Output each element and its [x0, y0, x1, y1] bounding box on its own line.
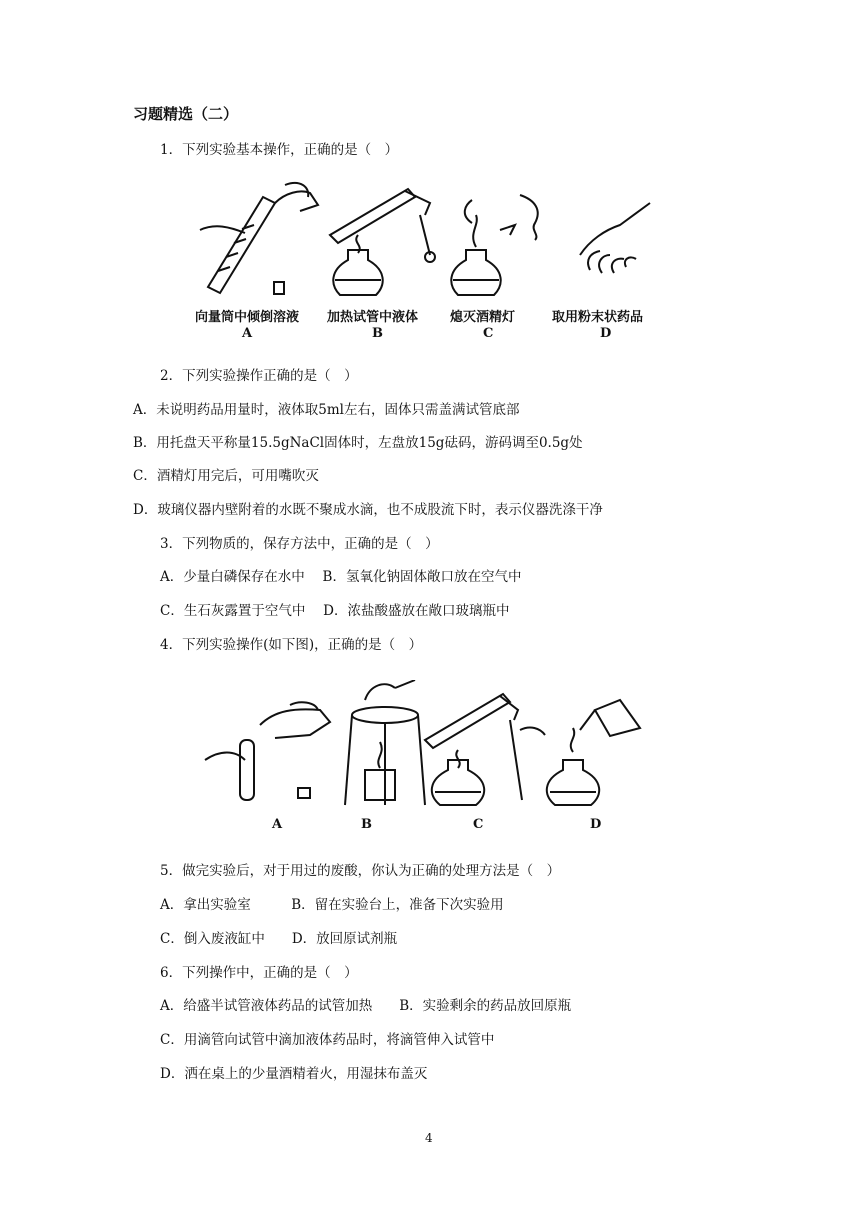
q1-letter-b: B — [372, 326, 383, 341]
q1-c-illustration — [451, 195, 537, 295]
q2-option-c: C．酒精灯用完后，可用嘴吹灭 — [133, 468, 319, 484]
q1-letter-c: C — [483, 326, 494, 341]
question-5: 5．做完实验后，对于用过的废酸，你认为正确的处理方法是（ ） — [160, 863, 561, 879]
q1-letter-a: A — [242, 326, 253, 341]
q1-caption-a: 向量筒中倾倒溶液 — [195, 310, 300, 325]
q4-d-illustration — [547, 700, 640, 805]
question-4: 4．下列实验操作(如下图)，正确的是（ ） — [160, 637, 423, 653]
q4-figure — [200, 680, 660, 840]
q4-letter-c: C — [473, 817, 484, 832]
q4-a-illustration — [205, 702, 330, 800]
q4-letter-d: D — [590, 817, 602, 832]
q2-option-a: A．未说明药品用量时，液体取5ml左右，固体只需盖满试管底部 — [133, 402, 520, 418]
q6-options-line-1: A．给盛半试管液体药品的试管加热 B．实验剩余的药品放回原瓶 — [160, 998, 572, 1014]
q6-options-line-3: D．洒在桌上的少量酒精着火，用湿抹布盖灭 — [160, 1066, 428, 1082]
q1-caption-c: 熄灭酒精灯 — [450, 310, 516, 325]
question-2: 2．下列实验操作正确的是（ ） — [160, 368, 358, 384]
q1-a-illustration — [200, 183, 318, 294]
q3-options-line-1: A．少量白磷保存在水中 B．氢氧化钠固体敞口放在空气中 — [160, 569, 522, 585]
q1-d-illustration — [580, 203, 650, 273]
q5-options-line-2: C．倒入废液缸中 D．放回原试剂瓶 — [160, 931, 398, 947]
q4-b-illustration — [345, 680, 425, 805]
q4-c-illustration — [425, 694, 545, 805]
q1-figure — [190, 175, 670, 345]
q3-options-line-2: C．生石灰露置于空气中 D．浓盐酸盛放在敞口玻璃瓶中 — [160, 603, 510, 619]
q5-options-line-1: A．拿出实验室 B．留在实验台上，准备下次实验用 — [160, 897, 504, 913]
question-1: 1．下列实验基本操作，正确的是（ ） — [160, 142, 399, 158]
q4-letter-b: B — [361, 817, 372, 832]
q1-letter-d: D — [600, 326, 612, 341]
q6-options-line-2: C．用滴管向试管中滴加液体药品时，将滴管伸入试管中 — [160, 1032, 495, 1048]
question-3: 3．下列物质的，保存方法中，正确的是（ ） — [160, 536, 439, 552]
q4-illustrations — [200, 680, 660, 810]
q2-option-d: D．玻璃仪器内壁附着的水既不聚成水滴，也不成股流下时，表示仪器洗涤干净 — [133, 502, 603, 518]
q1-caption-b: 加热试管中液体 — [327, 310, 419, 325]
page-title: 习题精选（二） — [133, 105, 239, 123]
page-number: 4 — [425, 1131, 433, 1145]
q1-illustrations — [190, 175, 670, 300]
q1-caption-d: 取用粉末状药品 — [552, 310, 644, 325]
q2-option-b: B．用托盘天平称量15.5gNaCl固体时，左盘放15g砝码，游码调至0.5g处 — [133, 435, 583, 451]
question-6: 6．下列操作中，正确的是（ ） — [160, 965, 358, 981]
q4-letter-a: A — [272, 817, 283, 832]
q1-b-illustration — [330, 189, 435, 295]
